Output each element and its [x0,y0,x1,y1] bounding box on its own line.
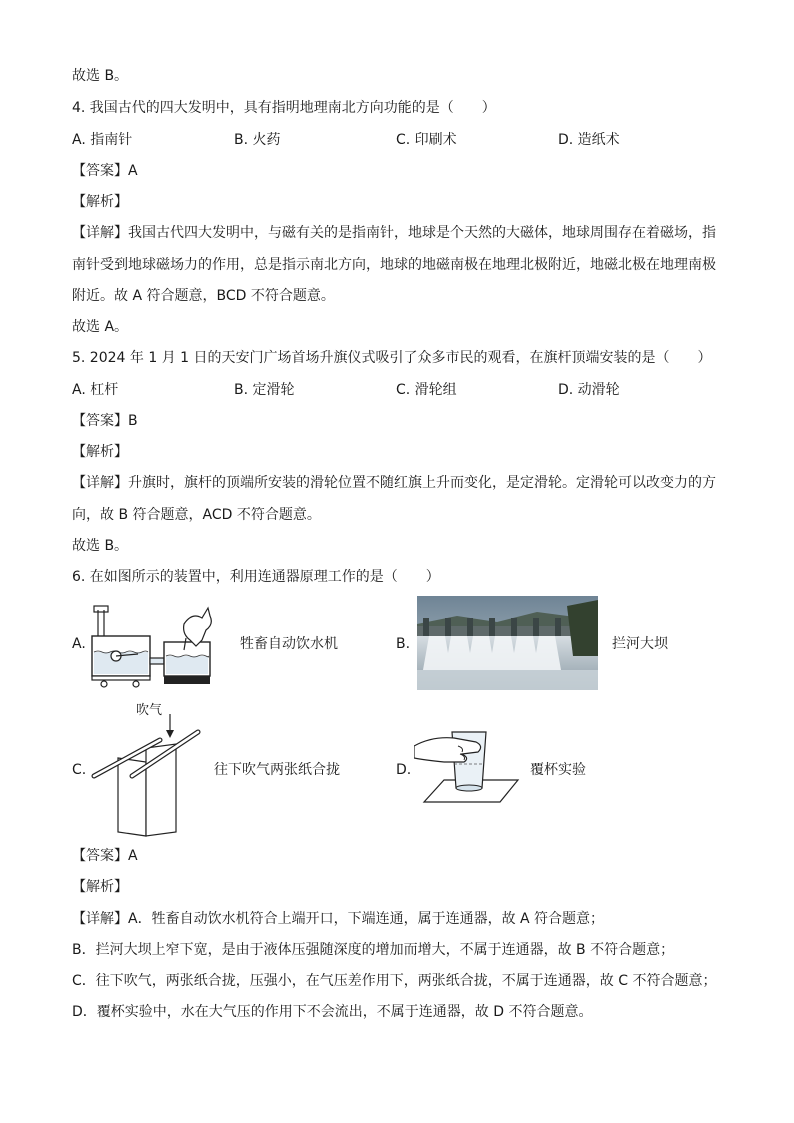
q4-conclusion: 故选 A。 [72,319,129,335]
q5-option-c: C. 滑轮组 [396,382,457,398]
q6-detail-line: C．往下吹气，两张纸合拢，压强小，在气压差作用下，两张纸合拢，不属于连通器，故 C 不符合题意； [72,973,717,989]
q5-option-b: B. 定滑轮 [234,382,295,398]
q4-analysis-heading: 【解析】 [72,194,128,210]
livestock-waterer-figure [88,598,218,690]
q6-answer: 【答案】A [72,848,138,864]
figure-d-letter: D. [396,762,412,778]
inverted-cup-figure [414,724,524,806]
q4-detail-line: 附近。故 A 符合题意，BCD 不符合题意。 [72,288,335,304]
figure-a-letter: A. [72,636,86,652]
figure-c-label: 吹气 [136,703,163,718]
q4-option-a: A. 指南针 [72,132,133,148]
figure-b-caption: 拦河大坝 [612,636,668,652]
q4-detail-line: 【详解】我国古代四大发明中，与磁有关的是指南针，地球是个天然的大磁体，地球周围存在着磁场，指 [72,225,716,241]
question-6: 6. 在如图所示的装置中，利用连通器原理工作的是（ ） [72,569,440,585]
q5-conclusion: 故选 B。 [72,538,129,554]
text-line: 故选 B。 [72,68,129,84]
question-4: 4. 我国古代的四大发明中，具有指明地理南北方向功能的是（ ） [72,100,496,116]
q4-option-d: D. 造纸术 [558,132,620,148]
q6-analysis-heading: 【解析】 [72,879,128,895]
q5-detail-line: 【详解】升旗时，旗杆的顶端所安装的滑轮位置不随红旗上升而变化，是定滑轮。定滑轮可以改变力的方 [72,475,716,491]
figure-a-caption: 牲畜自动饮水机 [240,636,338,652]
q5-detail-line: 向，故 B 符合题意，ACD 不符合题意。 [72,507,321,523]
figure-c-letter: C. [72,762,87,778]
q4-option-c: C. 印刷术 [396,132,457,148]
q4-option-b: B. 火药 [234,132,281,148]
q5-analysis-heading: 【解析】 [72,444,128,460]
q6-detail-line: B．拦河大坝上窄下宽，是由于液体压强随深度的增加而增大，不属于连通器，故 B 不符合题意； [72,942,675,958]
figure-c-caption: 往下吹气两张纸合拢 [214,762,340,778]
figure-b-letter: B. [396,636,411,652]
q5-answer: 【答案】B [72,413,138,429]
q4-answer: 【答案】A [72,163,138,179]
q5-option-d: D. 动滑轮 [558,382,620,398]
figure-d-caption: 覆杯实验 [530,762,586,778]
q6-detail-line: 【详解】A．牲畜自动饮水机符合上端开口，下端连通，属于连通器，故 A 符合题意； [72,911,605,927]
q4-detail-line: 南针受到地球磁场力的作用，总是指示南北方向，地球的地磁南极在地理北极附近，地磁北极在地理南极 [72,257,716,273]
two-papers-figure [90,712,210,840]
dam-photo [417,596,598,690]
question-5: 5. 2024 年 1 月 1 日的天安门广场首场升旗仪式吸引了众多市民的观看，在旗杆顶端安装的是（ ） [72,350,712,366]
q5-option-a: A. 杠杆 [72,382,119,398]
q6-detail-line: D．覆杯实验中，水在大气压的作用下不会流出，不属于连通器，故 D 不符合题意。 [72,1004,593,1020]
